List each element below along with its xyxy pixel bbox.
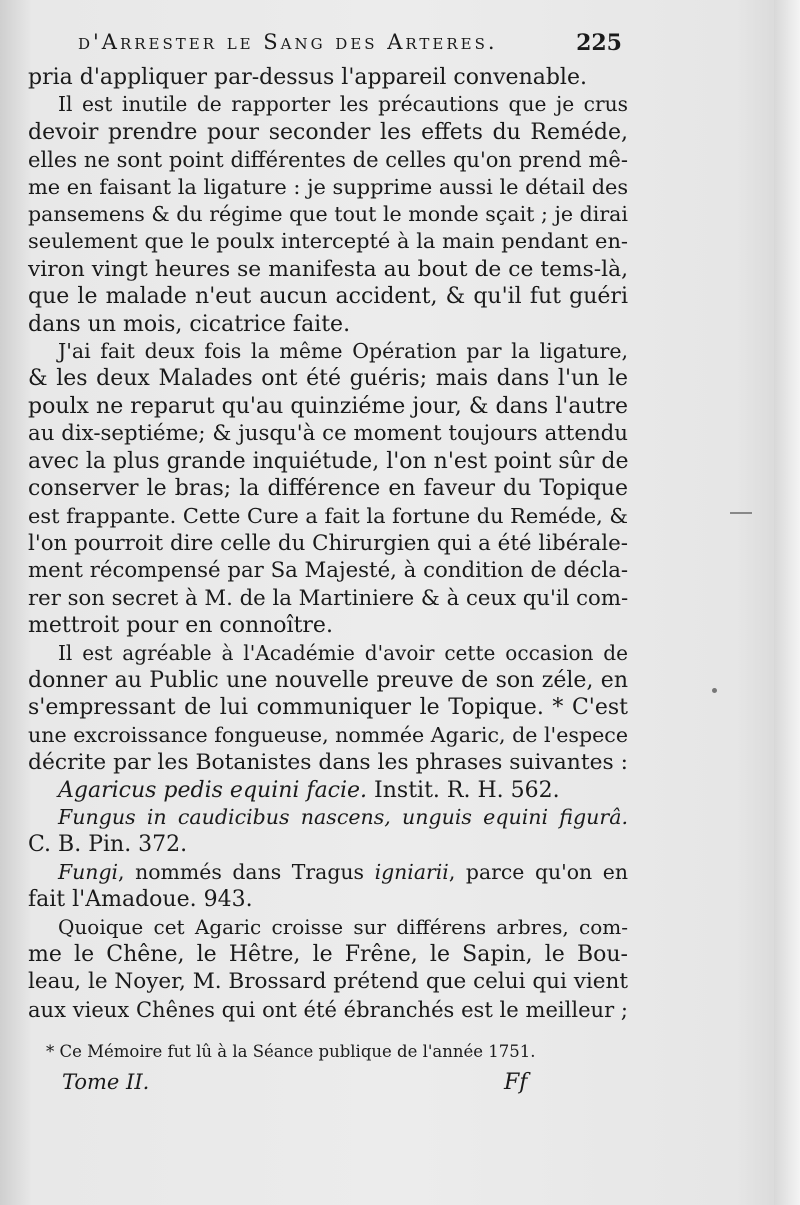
volume-label: Tome II.: [62, 1070, 150, 1094]
running-title: d'Arrester le Sang des Arteres.: [78, 30, 498, 54]
citation-latin: igniarii: [374, 859, 449, 884]
citation-line: fait l'Amadoue. 943.: [28, 887, 253, 913]
text-line: dans un mois, cicatrice faite.: [28, 311, 351, 337]
text-line: rer son secret à M. de la Martiniere & à ceux qu'il com-: [28, 585, 629, 611]
text-line: poulx ne reparut qu'au quinziéme jour, & dans l'autre: [28, 393, 628, 419]
text-line: décrite par les Botanistes dans les phrases suivantes :: [28, 750, 628, 776]
text-line: ment récompensé par Sa Majesté, à condition de décla-: [28, 558, 629, 584]
text-line: Quoique cet Agaric croisse sur différens arbres, com-: [58, 914, 628, 939]
text-line: pansemens & du régime que tout le monde sçait ; je dirai: [28, 202, 628, 227]
text-line: & les deux Malades ont été guéris; mais dans l'un le: [28, 366, 628, 392]
text-line: me en faisant la ligature : je supprime aussi le détail des: [28, 174, 629, 199]
citation-text: , parce qu'on en: [448, 859, 628, 884]
text-line: viron vingt heures se manifesta au bout de ce tems-là,: [28, 256, 628, 282]
text-line: aux vieux Chênes qui ont été ébranchés est le meilleur ;: [28, 996, 628, 1022]
citation-line: [28, 859, 628, 886]
text-line: seulement que le poulx intercepté à la main pendant en-: [28, 229, 628, 254]
text-line: donner au Public une nouvelle preuve de son zéle, en: [28, 667, 628, 693]
text-line: que le malade n'eut aucun accident, & qu'il fut guéri: [28, 284, 628, 310]
signature-mark: Ff: [504, 1070, 528, 1095]
text-line: mettroit pour en connoître.: [28, 613, 333, 639]
citation-ref: Instit. R. H. 562.: [367, 777, 560, 803]
page-number: 225: [576, 30, 622, 56]
text-line: au dix-septiéme; & jusqu'à ce moment toujours attendu: [28, 421, 628, 447]
text-line: Il est inutile de rapporter les précautions que je crus: [58, 92, 628, 117]
citation-latin: Fungi: [58, 859, 119, 884]
footnote: * Ce Mémoire fut lû à la Séance publique de l'année 1751.: [46, 1042, 536, 1061]
text-line: leau, le Noyer, M. Brossard prétend que celui qui vient: [28, 969, 628, 995]
citation-line: Fungus in caudicibus nascens, unguis equini figurâ.: [58, 804, 628, 829]
body-text: [28, 64, 628, 1023]
text-line: Il est agréable à l'Académie d'avoir cette occasion de: [58, 640, 628, 665]
page-edge: [774, 0, 800, 1205]
text-line: avec la plus grande inquiétude, l'on n'est point sûr de: [28, 448, 629, 474]
text-line: J'ai fait deux fois la même Opération par la ligature,: [58, 339, 628, 364]
text-line: s'empressant de lui communiquer le Topique. * C'est: [28, 695, 628, 721]
text-line: pria d'appliquer par-dessus l'appareil convenable.: [28, 65, 587, 90]
page-header: [78, 30, 622, 64]
text-line: devoir prendre pour seconder les effets du Reméde,: [28, 119, 628, 145]
citation-latin: Agaricus pedis equini facie.: [58, 777, 368, 803]
scan-speck: [712, 688, 717, 693]
citation-text: , nommés dans Tragus: [118, 859, 375, 884]
text-line: elles ne sont point différentes de celles qu'on prend mê-: [28, 147, 628, 173]
text-line: conserver le bras; la différence en faveur du Topique: [28, 476, 628, 502]
text-line: est frappante. Cette Cure a fait la fortune du Reméde, &: [28, 503, 628, 528]
text-line: une excroissance fongueuse, nommée Agaric, de l'espece: [28, 722, 628, 747]
citation-line: C. B. Pin. 372.: [28, 832, 188, 858]
text-line: me le Chêne, le Hêtre, le Frêne, le Sapin, le Bou-: [28, 942, 628, 967]
citation-line: [28, 777, 628, 804]
scan-mark: [730, 512, 752, 514]
text-line: l'on pourroit dire celle du Chirurgien qui a été libérale-: [28, 530, 628, 556]
